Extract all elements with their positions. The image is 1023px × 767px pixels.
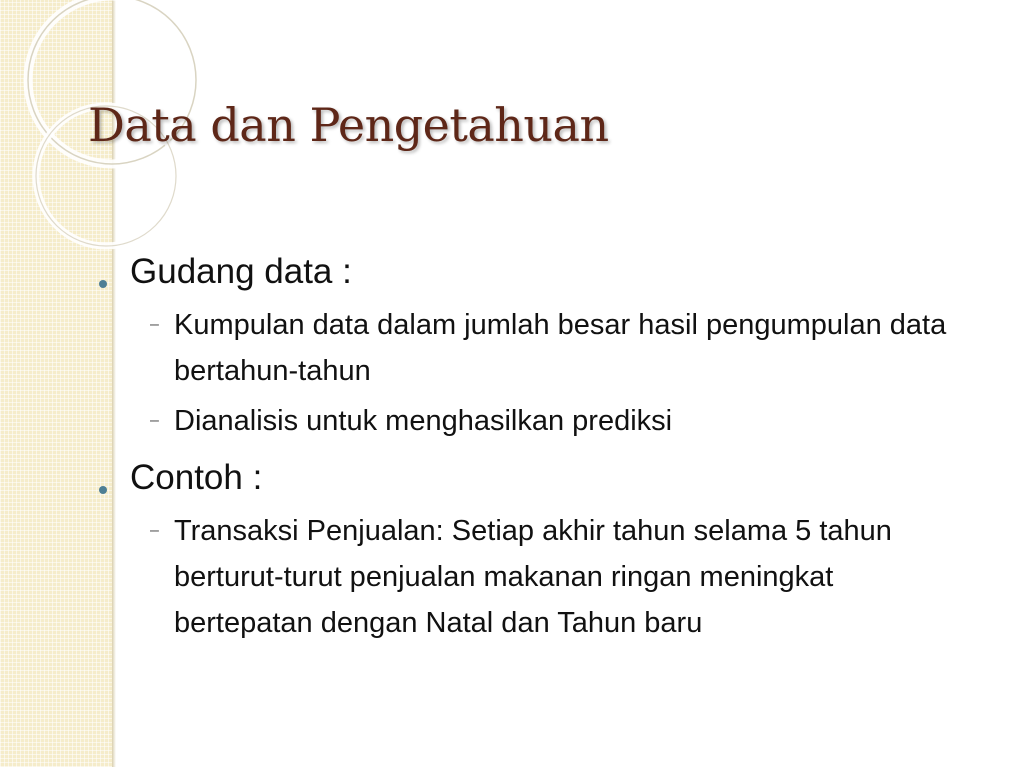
bullet-text: Gudang data : bbox=[130, 252, 352, 291]
sub-bullet-item bbox=[96, 508, 976, 646]
dash-bullet-icon: – bbox=[150, 522, 159, 539]
sub-bullet-text: Kumpulan data dalam jumlah besar hasil pengumpulan data bertahun-tahun bbox=[174, 309, 947, 387]
sub-bullet-text: Dianalisis untuk menghasilkan prediksi bbox=[174, 405, 673, 437]
dash-bullet-icon: – bbox=[150, 412, 159, 429]
bullet-group-gudang-data bbox=[96, 252, 976, 444]
slide-title: Data dan Pengetahuan bbox=[88, 98, 609, 152]
sub-bullet-item bbox=[96, 302, 976, 394]
bullet-item bbox=[96, 458, 976, 498]
round-bullet-icon bbox=[99, 280, 107, 288]
dash-bullet-icon: – bbox=[150, 316, 159, 333]
round-bullet-icon bbox=[99, 486, 107, 494]
bullet-text: Contoh : bbox=[130, 458, 263, 497]
sub-bullet-item bbox=[96, 398, 976, 444]
sub-bullet-text: Transaksi Penjualan: Setiap akhir tahun selama 5 tahun berturut-turut penjualan makanan ringan meningkat bertepatan dengan Natal dan Tahun baru bbox=[174, 515, 892, 639]
slide-content bbox=[96, 252, 976, 660]
bullet-group-contoh bbox=[96, 458, 976, 646]
bullet-item bbox=[96, 252, 976, 292]
